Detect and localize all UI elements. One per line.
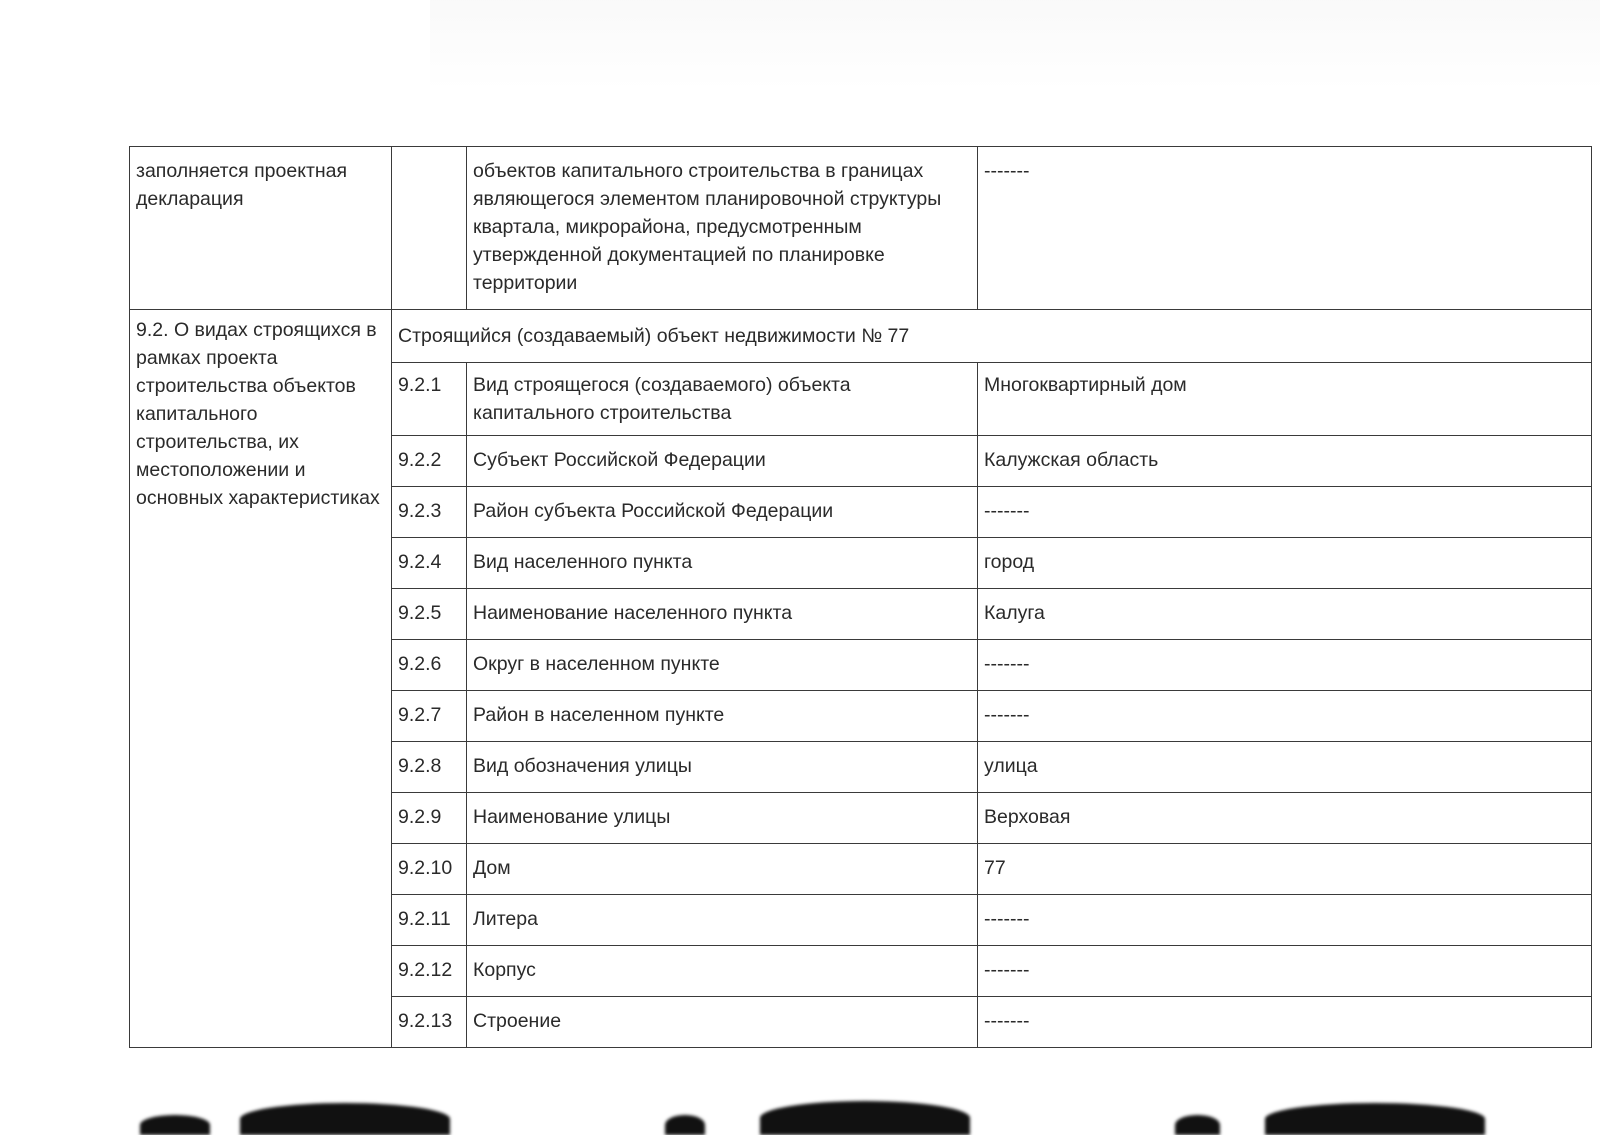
row-name: Литера bbox=[467, 895, 978, 946]
row-value: улица bbox=[978, 742, 1592, 793]
row-name: Округ в населенном пункте bbox=[467, 640, 978, 691]
row-number: 9.2.11 bbox=[392, 895, 467, 946]
ink-blot bbox=[1175, 1115, 1220, 1135]
row-number: 9.2.12 bbox=[392, 946, 467, 997]
row-number: 9.2.13 bbox=[392, 997, 467, 1048]
row-value: Калужская область bbox=[978, 436, 1592, 487]
row-name: Дом bbox=[467, 844, 978, 895]
scan-artifacts bbox=[0, 1085, 1600, 1135]
row-value: ------- bbox=[978, 895, 1592, 946]
row-number: 9.2.4 bbox=[392, 538, 467, 589]
section-9-2-label: 9.2. О видах строящихся в рамках проекта строительства объектов капитального строительства, их местоположении и основных характеристиках bbox=[130, 310, 392, 1048]
ink-blot bbox=[240, 1103, 450, 1135]
row-value: ------- bbox=[978, 487, 1592, 538]
ink-blot bbox=[1265, 1103, 1485, 1135]
row-name: Район в населенном пункте bbox=[467, 691, 978, 742]
row-name: Вид населенного пункта bbox=[467, 538, 978, 589]
row-name: Строение bbox=[467, 997, 978, 1048]
row-name: Корпус bbox=[467, 946, 978, 997]
row-name: Наименование улицы bbox=[467, 793, 978, 844]
row-name: Субъект Российской Федерации bbox=[467, 436, 978, 487]
row-number: 9.2.10 bbox=[392, 844, 467, 895]
row-number: 9.2.2 bbox=[392, 436, 467, 487]
row-number: 9.2.7 bbox=[392, 691, 467, 742]
row-value: ------- bbox=[978, 946, 1592, 997]
row-number: 9.2.3 bbox=[392, 487, 467, 538]
row-name: Район субъекта Российской Федерации bbox=[467, 487, 978, 538]
field-value-cell: ------- bbox=[978, 147, 1592, 310]
object-header: Строящийся (создаваемый) объект недвижимости № 77 bbox=[392, 310, 1592, 363]
row-number: 9.2.1 bbox=[392, 363, 467, 436]
ink-blot bbox=[760, 1101, 970, 1135]
table-row bbox=[130, 310, 1592, 363]
field-name-cell: объектов капитального строительства в границах являющегося элементом планировочной структуры квартала, микрорайона, предусмотренным утвержденной документацией по планировке территории bbox=[467, 147, 978, 310]
row-value: Многоквартирный дом bbox=[978, 363, 1592, 436]
row-value: ------- bbox=[978, 997, 1592, 1048]
ink-blot bbox=[140, 1115, 210, 1135]
row-value: ------- bbox=[978, 640, 1592, 691]
row-number: 9.2.5 bbox=[392, 589, 467, 640]
row-name: Вид строящегося (создаваемого) объекта капитального строительства bbox=[467, 363, 978, 436]
row-value: 77 bbox=[978, 844, 1592, 895]
number-cell bbox=[392, 147, 467, 310]
row-value: Калуга bbox=[978, 589, 1592, 640]
row-number: 9.2.6 bbox=[392, 640, 467, 691]
row-name: Наименование населенного пункта bbox=[467, 589, 978, 640]
row-value: ------- bbox=[978, 691, 1592, 742]
scan-smudge bbox=[430, 0, 1600, 90]
declaration-table bbox=[129, 146, 1592, 1048]
row-name: Вид обозначения улицы bbox=[467, 742, 978, 793]
row-number: 9.2.9 bbox=[392, 793, 467, 844]
ink-blot bbox=[665, 1115, 705, 1135]
table-row bbox=[130, 147, 1592, 310]
row-number: 9.2.8 bbox=[392, 742, 467, 793]
row-value: Верховая bbox=[978, 793, 1592, 844]
row-value: город bbox=[978, 538, 1592, 589]
section-cell: заполняется проектная декларация bbox=[130, 147, 392, 310]
